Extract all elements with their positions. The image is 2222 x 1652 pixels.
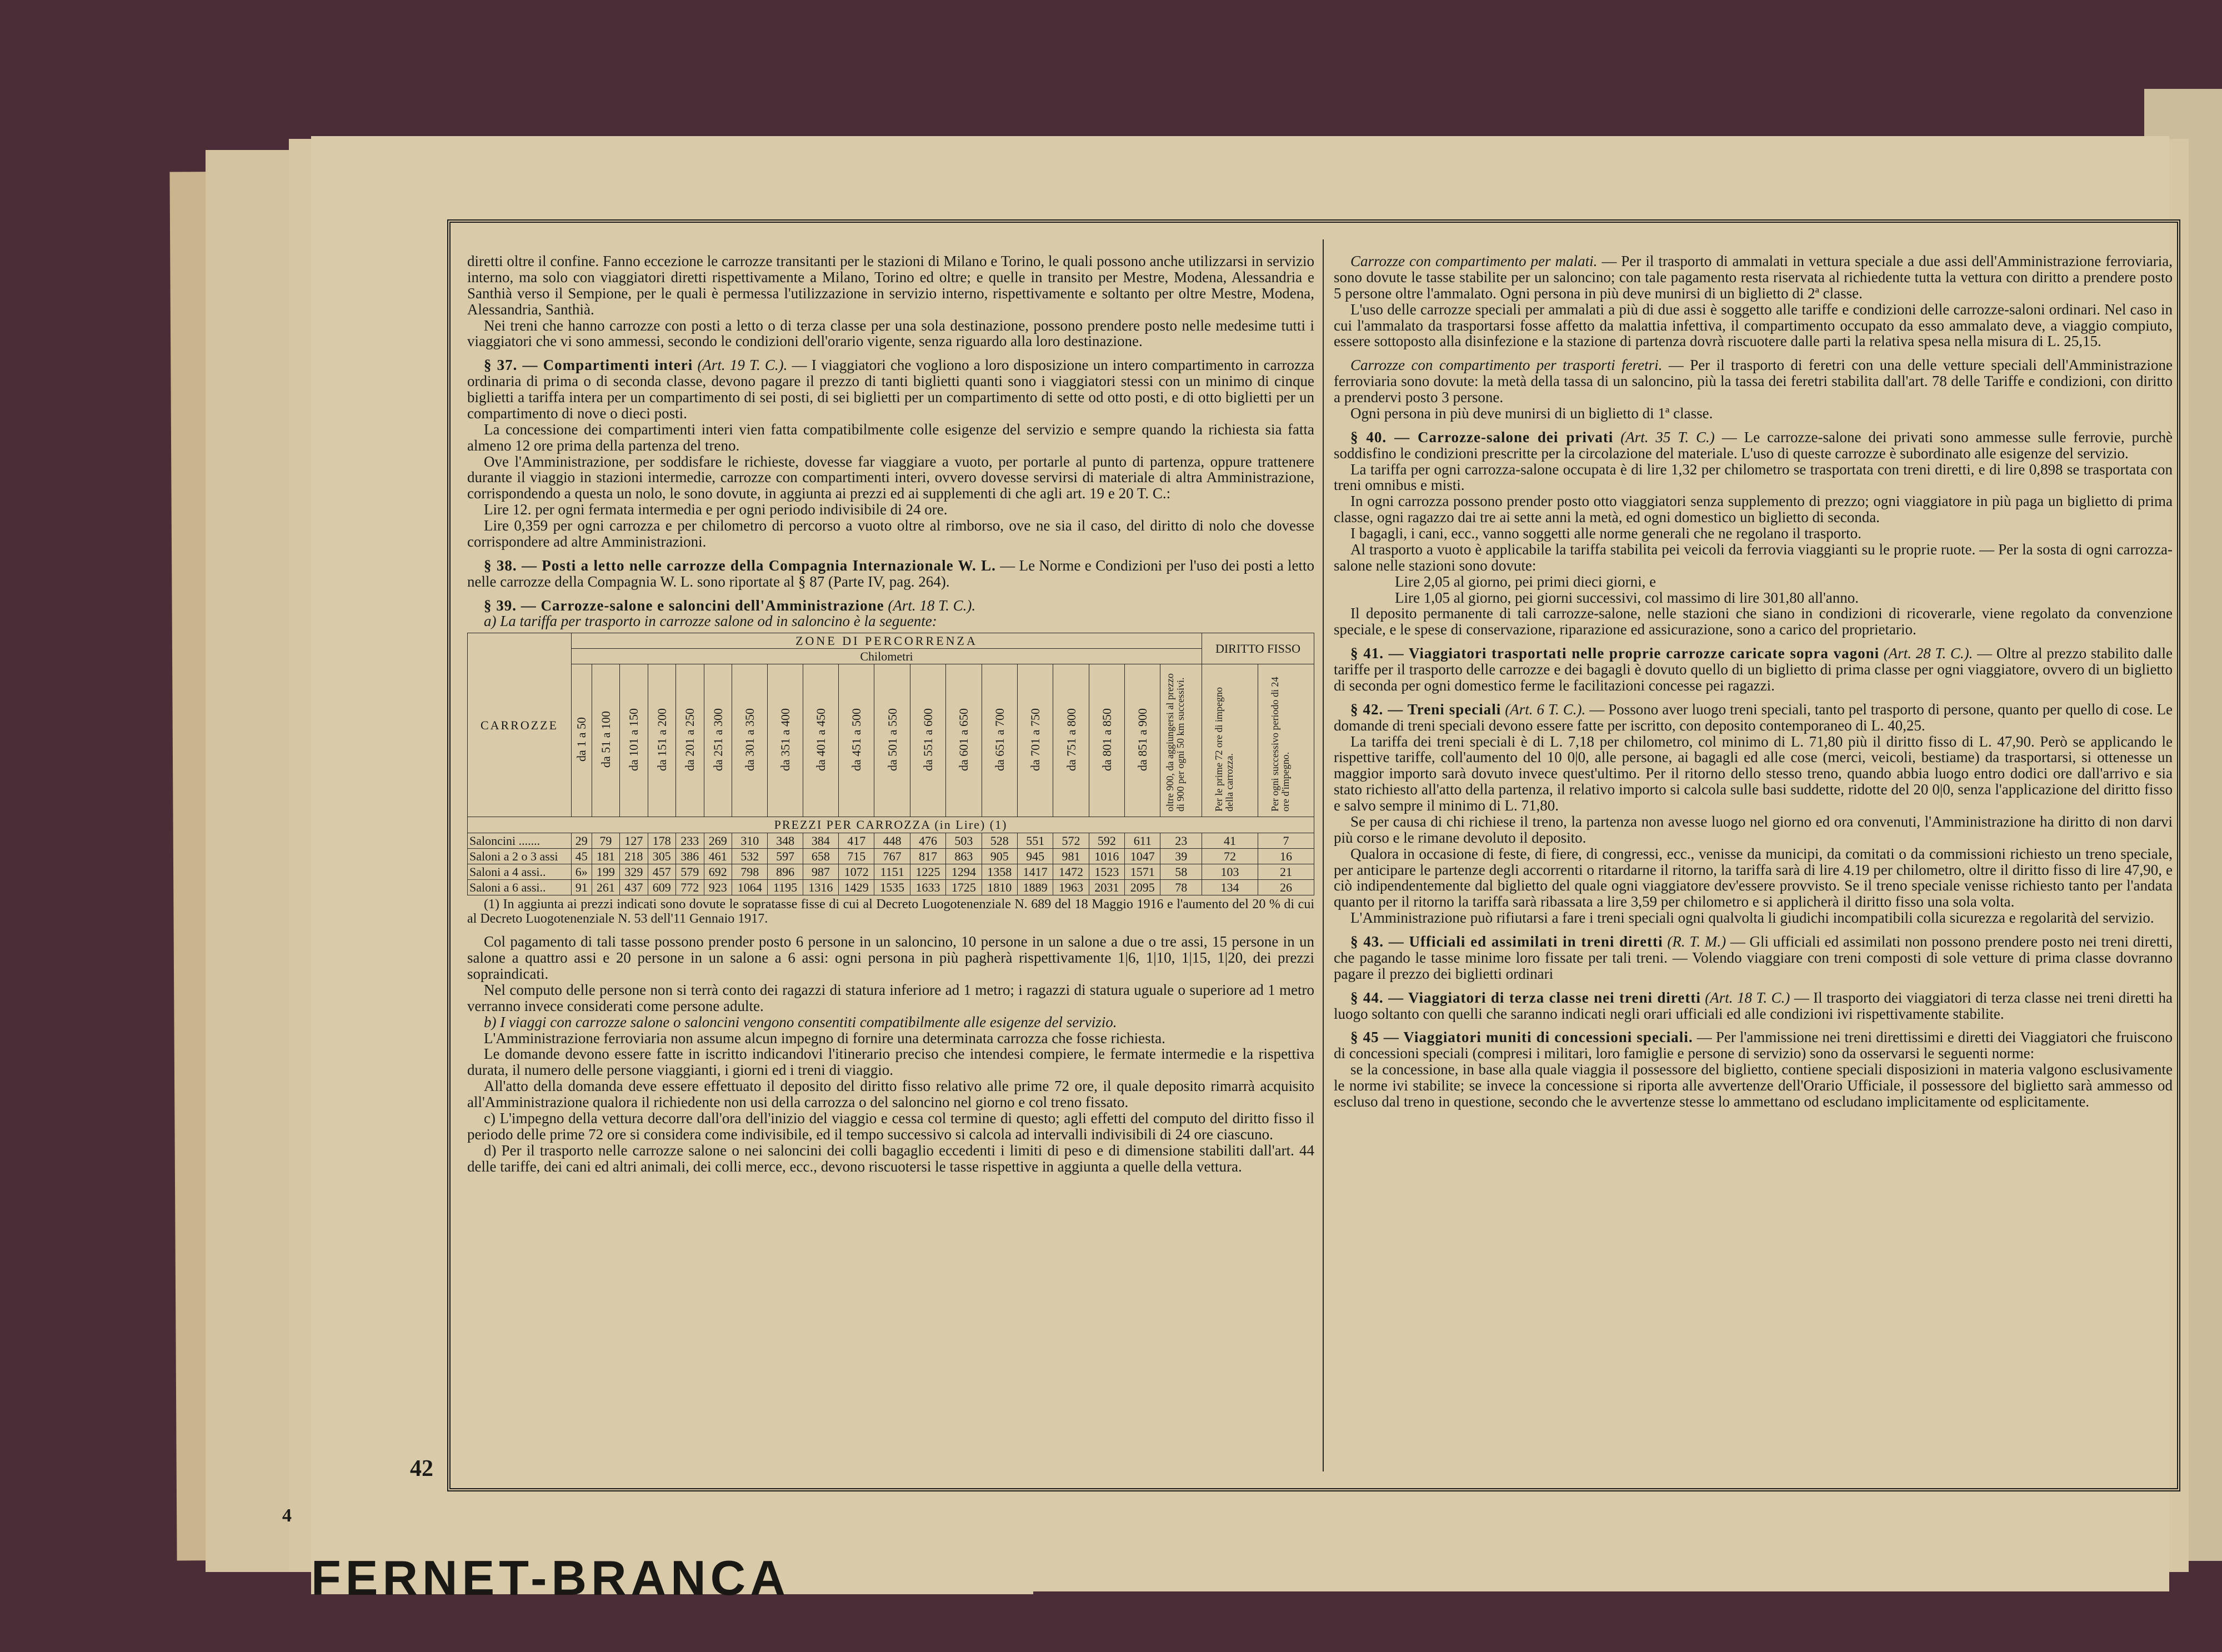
paragraph: Le domande devono essere fatte in iscritto indicandovi l'itinerario preciso che intendesi compiere, le fermate intermedie e la rispettiva durata, il numero delle persone viaggianti, i giorni ed i treni di viaggio. xyxy=(467,1045,1314,1079)
paragraph: Il deposito permanente di tali carrozze-salone, nelle stazioni che siano in condizioni di ricoverarle, viene regolato da convenzione speciale, e le spese di conservazione, riparazione ed assicurazione, sono a carico del proprietario. xyxy=(1334,605,2173,638)
price-cell: 609 xyxy=(648,879,675,895)
price-cell: 457 xyxy=(648,864,675,879)
section-heading: § 44. — Viaggiatori di terza classe nei treni diretti xyxy=(1350,989,1701,1006)
content-frame xyxy=(447,219,2180,1491)
section-39 xyxy=(467,598,1314,614)
price-cell: 79 xyxy=(592,833,619,848)
price-cell: 91 xyxy=(572,879,592,895)
price-cell: 261 xyxy=(592,879,619,895)
price-cell: 1225 xyxy=(910,864,945,879)
zone-label: da 101 a 150 xyxy=(620,664,648,817)
fare-rows xyxy=(468,833,1314,895)
section-text: — Per il trasporto di ammalati in vettura speciale a due assi dell'Amministrazione ferroviaria, sono dovute le tasse stabilite per un saloncino; con tale pagamento resta riservata al richiedente tutta la vettura con diritto a prendere posto 5 persone oltre l'ammalato. Ogni persona in più deve munirsi di un biglietto di 2ª classe. xyxy=(1334,253,2173,302)
section-42 xyxy=(1334,702,2173,734)
section-ref: (Art. 18 T. C.). xyxy=(888,597,976,614)
price-cell: 1889 xyxy=(1017,879,1053,895)
left-column xyxy=(467,253,1314,1471)
price-cell: 945 xyxy=(1017,848,1053,864)
price-cell: 2031 xyxy=(1089,879,1124,895)
paragraph: diretti oltre il confine. Fanno eccezione le carrozze transitanti per le stazioni di Milano e Torino, le quali possono anche utilizzarsi in servizio interno, ma solo con viaggiatori diretti rispettivamente a Milano, Torino ed oltre; e quelle in transito per Mestre, Modena, Alessandria e Santhià verso il Sempione, per le quali è permessa l'utilizzazione in servizio interno, rispettivamente e soltanto per oltre Mestre, Modena, Alessandria, Santhià. xyxy=(467,253,1314,318)
page-number: 42 xyxy=(410,1456,433,1481)
price-cell: 1195 xyxy=(768,879,803,895)
price-cell: 476 xyxy=(910,833,945,848)
paragraph: La concessione dei compartimenti interi vien fatta compatibilmente colle esigenze del servizio e sempre quando la richiesta sia fatta almeno 12 ore prima della partenza del treno. xyxy=(467,420,1314,454)
paragraph: Al trasporto a vuoto è applicabile la tariffa stabilita pei veicoli da ferrovia viaggianti su le proprie ruote. — Per la sosta di ogni carrozza-salone nelle stazioni sono dovute: xyxy=(1334,540,2173,574)
price-cell: 1810 xyxy=(982,879,1017,895)
section-heading: § 45 — Viaggiatori muniti di concessioni speciali. xyxy=(1350,1029,1693,1046)
zone-label: da 401 a 450 xyxy=(803,664,838,817)
section-heading: § 37. — Compartimenti interi xyxy=(484,357,693,374)
zone-label: da 701 a 750 xyxy=(1017,664,1053,817)
section-text: — Per il trasporto di feretri con una delle vetture speciali dell'Amministrazione ferroviaria sono dovute: la metà della tassa di un saloncino, più la tassa dei feretri stabilita dall'art. 78 delle Tariffe e condizioni, con diritto a prendervi posto 3 persone. xyxy=(1334,357,2173,406)
column-divider xyxy=(1323,239,1324,1471)
paragraph: Lire 0,359 per ogni carrozza e per chilometro di percorso a vuoto oltre al rimborso, ove ne sia il caso, del diritto di nolo che dovesse corrispondere ad altre Amministrazioni. xyxy=(467,517,1314,550)
section-ref: (Art. 28 T. C.). xyxy=(1883,645,1973,662)
paragraph: Se per causa di chi richiese il treno, la partenza non avesse luogo nel giorno ed ora convenuti, l'Amministrazione ha diritto di non darvi più corso e le rimane devoluto il deposito. xyxy=(1334,813,2173,846)
fixed-fee-cell: 103 xyxy=(1202,864,1258,879)
section-38 xyxy=(467,558,1314,590)
zone-label: da 651 a 700 xyxy=(982,664,1017,817)
price-cell: 233 xyxy=(676,833,704,848)
zone-label: da 451 a 500 xyxy=(839,664,874,817)
price-cell: 905 xyxy=(982,848,1017,864)
section-heading: § 41. — Viaggiatori trasportati nelle proprie carrozze caricate sopra vagoni xyxy=(1350,645,1880,662)
zone-labels-row xyxy=(468,664,1314,817)
over-price-cell: 39 xyxy=(1160,848,1202,864)
price-cell: 1316 xyxy=(803,879,838,895)
section-ref: (Art. 35 T. C.) xyxy=(1620,428,1715,445)
price-cell: 1072 xyxy=(839,864,874,879)
over-zone-label: oltre 900, da aggiungersi al prezzo di 900 per ogni 50 km successivi. xyxy=(1160,664,1202,817)
paragraph: d) Per il trasporto nelle carrozze salone o nei saloncini dei colli bagaglio eccedenti i limiti di peso e di dimensione stabiliti dall'art. 44 delle tariffe, dei cani ed altri animali, dei colli merce, ecc., devono riscuotersi le tasse rispettive in aggiunta a quelle della vettura. xyxy=(467,1142,1314,1175)
price-cell: 1429 xyxy=(839,879,874,895)
zone-label: da 801 a 850 xyxy=(1089,664,1124,817)
price-cell: 386 xyxy=(676,848,704,864)
section-heading: Carrozze con compartimento per malati. xyxy=(1350,253,1598,269)
price-cell: 1571 xyxy=(1125,864,1160,879)
section-heading: Carrozze con compartimento per trasporti feretri. xyxy=(1350,357,1663,374)
paragraph: Ove l'Amministrazione, per soddisfare le richieste, dovesse far viaggiare a vuoto, per portarle al punto di partenza, oppure trattenere durante il viaggio in stazioni intermedie, carrozze con compartimenti interi, ovvero dovesse servirsi di materiale di altra Amministrazione, corrispondendo a questa un nolo, le sono dovute, in aggiunta ai prezzi ed ai supplementi di che agli art. 19 e 20 T. C.: xyxy=(467,453,1314,502)
over-price-cell: 58 xyxy=(1160,864,1202,879)
zone-label: da 251 a 300 xyxy=(704,664,732,817)
section-ref: (Art. 6 T. C.). xyxy=(1505,700,1586,718)
section-text: — Possono aver luogo treni speciali, tanto pel trasporto di persone, quanto per quello di cose. Le domande di treni speciali devono essere fatte per iscritto, con deposito contemporaneo di L. 40,25. xyxy=(1334,700,2173,734)
price-cell: 896 xyxy=(768,864,803,879)
price-cell: 579 xyxy=(676,864,704,879)
price-cell: 310 xyxy=(732,833,768,848)
zone-label: da 501 a 550 xyxy=(874,664,910,817)
zone-label: da 201 a 250 xyxy=(676,664,704,817)
paragraph: b) I viaggi con carrozze salone o saloncini vengono consentiti compatibilmente alle esigenze del servizio. xyxy=(484,1013,1117,1030)
paragraph: Lire 12. per ogni fermata intermedia e per ogni periodo indivisibile di 24 ore. xyxy=(484,501,948,518)
price-cell: 348 xyxy=(768,833,803,848)
right-column xyxy=(1334,253,2173,1471)
fixed-first-label: Per le prime 72 ore di impegno della carrozza. xyxy=(1202,664,1258,817)
price-cell: 923 xyxy=(704,879,732,895)
price-cell: 1151 xyxy=(874,864,910,879)
price-cell: 199 xyxy=(592,864,619,879)
price-cell: 1633 xyxy=(910,879,945,895)
paragraph: se la concessione, in base alla quale viaggia il possessore del biglietto, contiene speciali disposizioni in materia valgono esclusivamente le norme ivi stabilite; se invece la concessione si riporta alle avvertenze dell'Orario Ufficiale, il possessore del biglietto sarà ammesso od escluso dal treno in questione, secondo che le avvertenze stesse lo ammettano od escludano implicitamente od esplicitamente. xyxy=(1334,1061,2173,1110)
price-cell: 305 xyxy=(648,848,675,864)
carriage-type: Saloni a 6 assi.. xyxy=(468,879,572,895)
zone-label: da 301 a 350 xyxy=(732,664,768,817)
price-cell: 127 xyxy=(620,833,648,848)
price-cell: 437 xyxy=(620,879,648,895)
over-price-cell: 78 xyxy=(1160,879,1202,895)
paragraph: c) L'impegno della vettura decorre dall'ora dell'inizio del viaggio e cessa col termine di questo; agli effetti del computo del diritto fisso il periodo delle prime 72 ore si considera come indivisibile, ed il tempo successivo si calcola ad intervalli indivisibili di 24 ore ciascuno. xyxy=(467,1109,1314,1143)
zone-label: da 601 a 650 xyxy=(946,664,982,817)
side-page-number: 4 xyxy=(282,1505,292,1526)
paragraph: L'Amministrazione ferroviaria non assume alcun impegno di fornire una determinata carrozza che fosse richiesta. xyxy=(484,1029,1165,1047)
carriage-type: Saloncini ....... xyxy=(468,833,572,848)
section-text: — Per l'ammissione nei treni direttissimi e diretti dei Viaggiatori che fruiscono di concessioni speciali (compresi i militari, loro famiglie e persone di servizio) sono da osservarsi le seguenti norme: xyxy=(1334,1029,2173,1062)
price-cell: 772 xyxy=(676,879,704,895)
price-cell: 551 xyxy=(1017,833,1053,848)
price-cell: 863 xyxy=(946,848,982,864)
fixed-fee-cell: 72 xyxy=(1202,848,1258,864)
price-cell: 767 xyxy=(874,848,910,864)
price-cell: 817 xyxy=(910,848,945,864)
fixed-fee-cell: 7 xyxy=(1258,833,1314,848)
fixed-fee-cell: 41 xyxy=(1202,833,1258,848)
price-cell: 715 xyxy=(839,848,874,864)
price-cell: 29 xyxy=(572,833,592,848)
zone-label: da 751 a 800 xyxy=(1053,664,1089,817)
paragraph: a) La tariffa per trasporto in carrozze salone od in saloncino è la seguente: xyxy=(484,613,937,630)
price-cell: 692 xyxy=(704,864,732,879)
price-cell: 1294 xyxy=(946,864,982,879)
price-cell: 572 xyxy=(1053,833,1089,848)
price-cell: 181 xyxy=(592,848,619,864)
paragraph: I bagagli, i cani, ecc., vanno soggetti alle norme generali che ne regolano il trasporto. xyxy=(1350,525,1861,542)
paragraph: In ogni carrozza possono prender posto otto viaggiatori senza supplemento di prezzo; ogni viaggiatore in più paga un biglietto di prima classe, ogni ragazzo dai tre ai sette anni la metà, ed ogni domestico un biglietto di seconda. xyxy=(1334,493,2173,526)
price-cell: 1417 xyxy=(1017,864,1053,879)
table-row xyxy=(468,864,1314,879)
price-cell: 2095 xyxy=(1125,879,1160,895)
price-cell: 981 xyxy=(1053,848,1089,864)
paragraph: Lire 1,05 al giorno, pei giorni successivi, col massimo di lire 301,80 all'anno. xyxy=(1395,589,1859,606)
paragraph: All'atto della domanda deve essere effettuato il deposito del diritto fisso relativo alle prime 72 ore, il quale deposito rimarrà acquisito all'Amministrazione qualora il richiedente non usi della carrozza o del saloncino nel giorno e col treno fissato. xyxy=(467,1078,1314,1110)
section-heading: § 38. — Posti a letto nelle carrozze della Compagnia Internazionale W. L. xyxy=(484,557,996,574)
section-feretri xyxy=(1334,357,2173,406)
price-cell: 1523 xyxy=(1089,864,1124,879)
section-ref: (Art. 19 T. C.). xyxy=(697,357,788,374)
zone-label: da 851 a 900 xyxy=(1125,664,1160,817)
price-cell: 1725 xyxy=(946,879,982,895)
table-row xyxy=(468,833,1314,848)
table-row xyxy=(468,848,1314,864)
zone-label: da 1 a 50 xyxy=(572,664,592,817)
fare-table xyxy=(467,633,1314,895)
paragraph: Nei treni che hanno carrozze con posti a letto o di terza classe per una sola destinazione, possono prendere posto nelle medesime tutti i viaggiatori che vi sono ammessi, secondo le condizioni dell'orario vigente, senza riguardo alla loro destinazione. xyxy=(467,317,1314,350)
section-heading: § 39. — Carrozze-salone e saloncini dell'Amministrazione xyxy=(484,597,884,614)
section-40 xyxy=(1334,429,2173,462)
zones-header: ZONE DI PERCORRENZA xyxy=(572,633,1202,649)
price-cell: 1963 xyxy=(1053,879,1089,895)
price-cell: 1047 xyxy=(1125,848,1160,864)
carrozze-header: CARROZZE xyxy=(468,633,572,817)
fixed-fee-cell: 26 xyxy=(1258,879,1314,895)
prices-header: PREZZI PER CARROZZA (in Lire) (1) xyxy=(468,817,1314,833)
price-cell: 503 xyxy=(946,833,982,848)
price-cell: 987 xyxy=(803,864,838,879)
fixed-next-label: Per ogni successivo periodo di 24 ore d'impegno. xyxy=(1258,664,1314,817)
price-cell: 528 xyxy=(982,833,1017,848)
price-cell: 269 xyxy=(704,833,732,848)
zone-label: da 51 a 100 xyxy=(592,664,619,817)
paragraph: La tariffa dei treni speciali è di L. 7,18 per chilometro, col minimo di L. 71,80 più il diritto fisso di L. 47,90. Però se applicando le rispettive tariffe, coll'aumento del 10 0|0, alle persone, ai bagagli ed alle cose (merci, veicoli, bestiame) da trasportarsi, si ottenesse un maggior importo sarà dovuto invece quest'ultimo. Per il ritorno dello stesso treno, quando abbia luogo entro dodici ore dall'arrivo e sia stato richiesto all'atto della partenza, il relativo importo si calcola sulle basi suddette, ridotte del 20 0|0, senza l'applicazione del diritto fisso e salvo sempre il minimo di L. 71,80. xyxy=(1334,733,2173,814)
price-cell: 329 xyxy=(620,864,648,879)
section-text: — I viaggiatori che vogliono a loro disposizione un intero compartimento in carrozza ordinaria di prima o di seconda classe, devono pagare il prezzo di tanti biglietti quanti sono i viaggiatori stessi con un minimo di cinque biglietti a tariffa intera per un compartimento di sei posti, di sei biglietti per un compartimento di sette od otto posti, e di otto biglietti per un compartimento di nove o dieci posti. xyxy=(467,357,1314,422)
price-cell: 1358 xyxy=(982,864,1017,879)
paragraph: Nel computo delle persone non si terrà conto dei ragazzi di statura inferiore ad 1 metro; i ragazzi di statura uguale o superiore ad 1 metro verranno invece considerati come persone adulte. xyxy=(467,981,1314,1014)
fixed-fee-cell: 21 xyxy=(1258,864,1314,879)
paragraph: Col pagamento di tali tasse possono prender posto 6 persone in un saloncino, 10 persone in un salone a due o tre assi, 15 persone in un salone a quattro assi e 20 persone in un salone a 6 assi: ogni persona in più pagherà rispettivamente 1|6, 1|10, 1|15, 1|20, dei prezzi sopraindicati. xyxy=(467,933,1314,982)
paragraph: L'uso delle carrozze speciali per ammalati a più di due assi è soggetto alle tariffe e condizioni delle carrozze-saloni ordinari. Nel caso in cui l'ammalato da trasportarsi fosse affetto da malattia infettiva, il compartimento occupato da esso ammalato deve, a viaggio compiuto, essere sottoposto alla disinfezione e la stazione di partenza dovrà riscuotere dalle parti la relativa spesa nella misura di L. 25,15. xyxy=(1334,301,2173,350)
zone-label: da 351 a 400 xyxy=(768,664,803,817)
paragraph: La tariffa per ogni carrozza-salone occupata è di lire 1,32 per chilometro se trasportata con treni diretti, e di lire 0,898 se trasportata con treni omnibus e misti. xyxy=(1334,460,2173,494)
section-malati xyxy=(1334,253,2173,302)
paragraph: Qualora in occasione di feste, di fiere, di congressi, ecc., venisse da municipi, da comitati o da commissioni richiesto un treno speciale, per anticipare le partenze degli accorrenti o ritardarne il ritorno, la tariffa sarà di lire 4.19 per chilometro, oltre il diritto fisso di lire 47,90, e ciò indipendentemente dal biglietto del quale ogni viaggiatore dev'essere provvisto. Se il treno speciale venisse richiesto tanto per l'andata quanto per il ritorno la tariffa sarà ribassata a lire 3,59 per chilometro e si applicherà il diritto fisso una sola volta. xyxy=(1334,845,2173,910)
price-cell: 798 xyxy=(732,864,768,879)
price-cell: 384 xyxy=(803,833,838,848)
price-cell: 658 xyxy=(803,848,838,864)
section-ref: (Art. 18 T. C.) xyxy=(1705,989,1790,1006)
section-text: — Oltre al prezzo stabilito dalle tariffe per il trasporto delle carrozze e dei bagagli è dovuto quello di un biglietto di prima classe per ogni viaggiatore, ovvero di un biglietto di seconda per ogni domestico ferme le facilitazioni concesse pei ragazzi. xyxy=(1334,645,2173,694)
over-price-cell: 23 xyxy=(1160,833,1202,848)
section-45 xyxy=(1334,1029,2173,1062)
paragraph: Lire 2,05 al giorno, pei primi dieci giorni, e xyxy=(1395,573,1657,590)
section-43 xyxy=(1334,934,2173,982)
section-text: — Il trasporto dei viaggiatori di terza classe nei treni diretti ha luogo soltanto con quelli che saranno indicati negli orari ufficiali ed alle condizioni ivi rispettivamente stabilite. xyxy=(1334,989,2173,1022)
advert-banner: FERNET-BRANCA xyxy=(311,1550,790,1605)
fixed-fee-cell: 16 xyxy=(1258,848,1314,864)
price-cell: 417 xyxy=(839,833,874,848)
carriage-type: Saloni a 2 o 3 assi xyxy=(468,848,572,864)
section-text: — Le carrozze-salone dei privati sono ammesse sulle ferrovie, purchè soddisfino le condizioni prescritte per la circolazione del materiale. L'uso di queste carrozze è subordinato alle esigenze del servizio. xyxy=(1334,428,2173,462)
section-37 xyxy=(467,357,1314,422)
price-cell: 178 xyxy=(648,833,675,848)
section-heading: § 42. — Treni speciali xyxy=(1350,700,1502,718)
price-cell: 611 xyxy=(1125,833,1160,848)
section-44 xyxy=(1334,990,2173,1022)
price-cell: 6» xyxy=(572,864,592,879)
section-heading: § 43. — Ufficiali ed assimilati in treni diretti xyxy=(1350,933,1663,950)
paragraph: Ogni persona in più deve munirsi di un biglietto di 1ª classe. xyxy=(1350,404,1713,422)
price-cell: 1535 xyxy=(874,879,910,895)
section-text: — Le Norme e Condizioni per l'uso dei posti a letto nelle carrozze della Compagnia W. L. sono riportate al § 87 (Parte IV, pag. 264). xyxy=(467,557,1314,590)
carriage-type: Saloni a 4 assi.. xyxy=(468,864,572,879)
price-cell: 218 xyxy=(620,848,648,864)
section-text: — Gli ufficiali ed assimilati non possono prendere posto nei treni diretti, che pagando le tasse minime loro fissate per tali treni. — Volendo viaggiare con treni composti di sole vetture di prima classe dovranno pagare il prezzo dei biglietti ordinari xyxy=(1334,933,2173,982)
price-cell: 1472 xyxy=(1053,864,1089,879)
paragraph: L'Amministrazione può rifiutarsi a fare i treni speciali ogni qualvolta li giudichi incompatibili colla sicurezza e regolarità del servizio. xyxy=(1350,909,2154,927)
table-row xyxy=(468,879,1314,895)
price-cell: 592 xyxy=(1089,833,1124,848)
price-cell: 45 xyxy=(572,848,592,864)
section-41 xyxy=(1334,645,2173,694)
zone-label: da 151 a 200 xyxy=(648,664,675,817)
km-header: Chilometri xyxy=(572,649,1202,664)
zone-label: da 551 a 600 xyxy=(910,664,945,817)
price-cell: 532 xyxy=(732,848,768,864)
fixed-header: DIRITTO FISSO xyxy=(1202,633,1314,664)
price-cell: 448 xyxy=(874,833,910,848)
section-ref: (R. T. M.) xyxy=(1667,933,1726,950)
price-cell: 1064 xyxy=(732,879,768,895)
fixed-fee-cell: 134 xyxy=(1202,879,1258,895)
price-cell: 461 xyxy=(704,848,732,864)
section-heading: § 40. — Carrozze-salone dei privati xyxy=(1350,428,1614,445)
table-footnote: (1) In aggiunta ai prezzi indicati sono dovute le sopratasse fisse di cui al Decreto Luogotenenziale N. 689 del 18 Maggio 1916 e l'aumento del 20 % di cui al Decreto Luogotenenziale N. 53 dell'11 Gennaio 1917. xyxy=(467,897,1314,926)
price-cell: 1016 xyxy=(1089,848,1124,864)
price-cell: 597 xyxy=(768,848,803,864)
